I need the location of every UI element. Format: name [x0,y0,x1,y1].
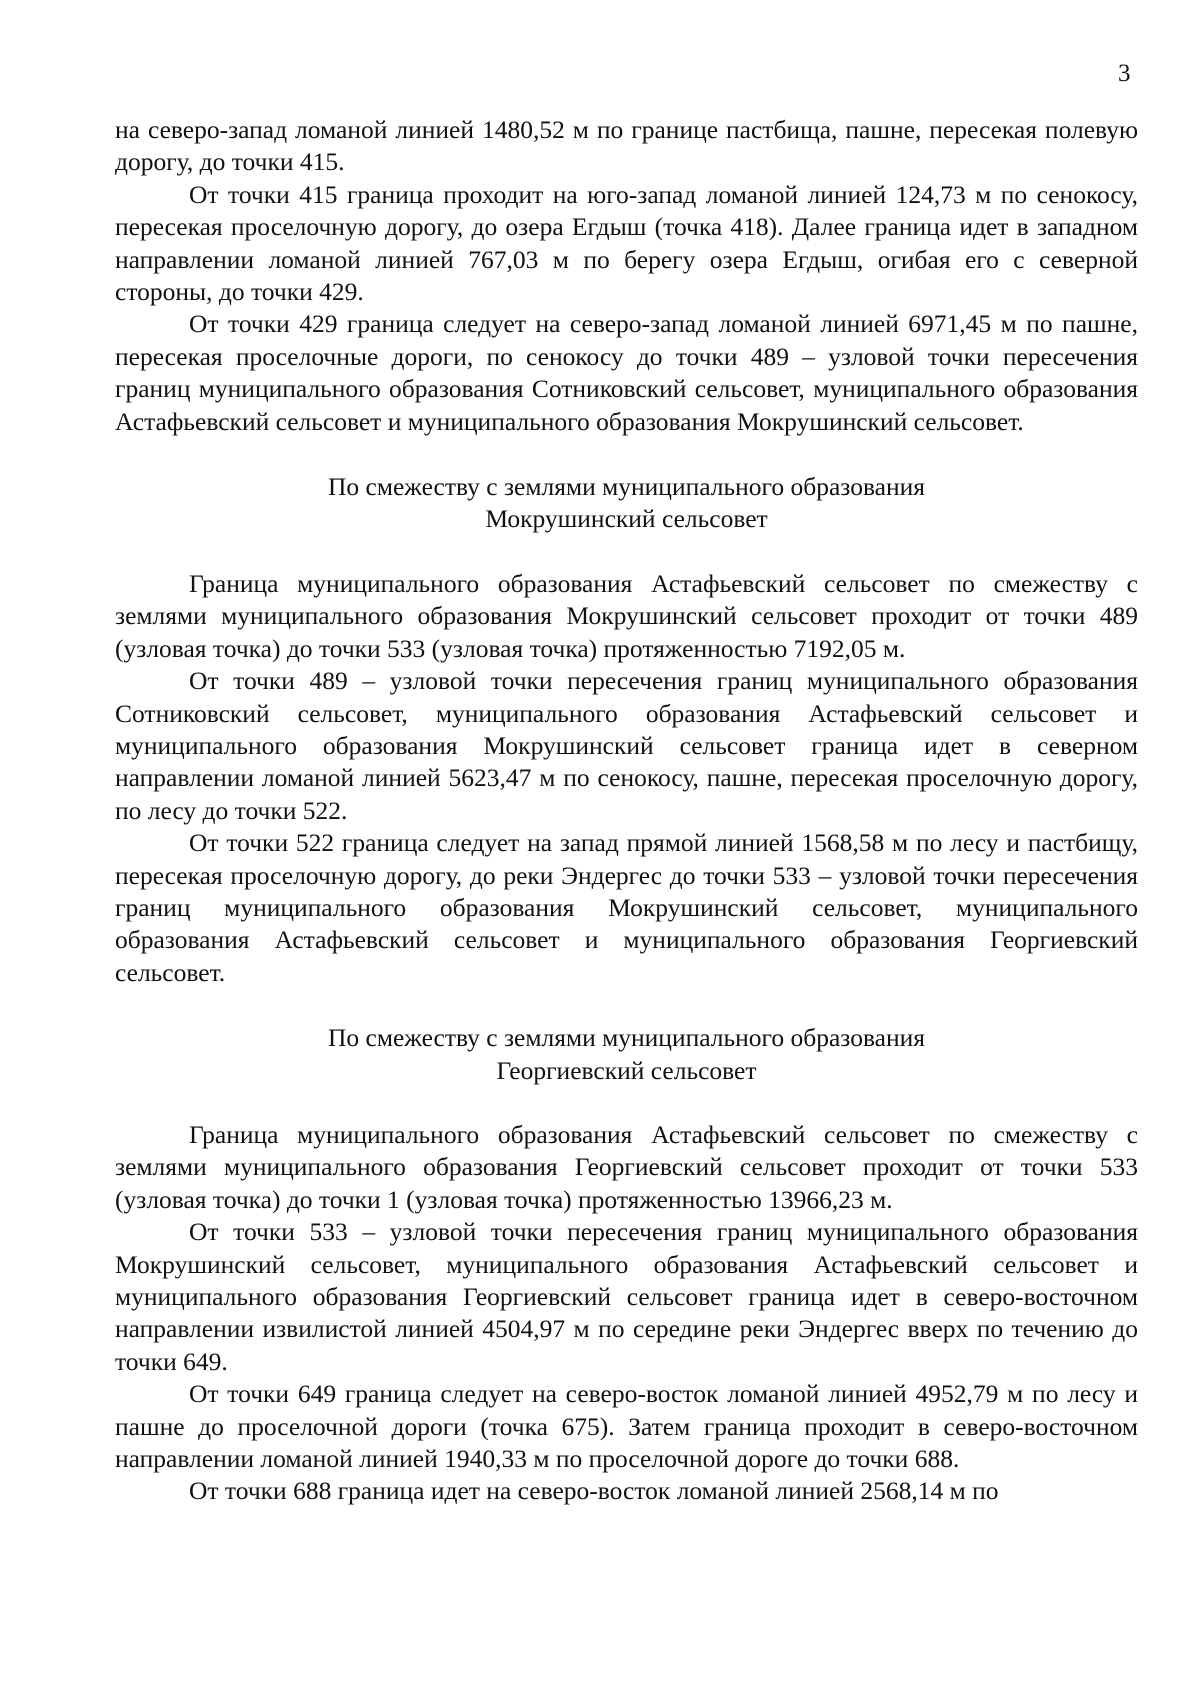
paragraph-point-688: От точки 688 граница идет на северо-восток ломаной линией 2568,14 м по [189,1476,999,1506]
section-heading-mokrushinsky [115,471,1138,536]
paragraph-georgievsky-summary: Граница муниципального образования Астафьевский сельсовет по смежеству с землями муниципального образования Георгиевский сельсовет проходит от точки 533 (узловая точка) до точки 1 (узловая точка) протяженностью 13966,23 м. [115,1119,1138,1214]
paragraph-point-415: От точки 415 граница проходит на юго-запад ломаной линией 124,73 м по сенокосу, пересекая проселочную дорогу, до озера Егдыш (точка 418). Далее граница идет в западном направлении ломаной линией 767,03 м по берегу озера Егдыш, огибая его с северной стороны, до точки 429. [115,179,1138,307]
section-heading-line: Мокрушинский сельсовет [485,504,768,534]
section-heading-line: По смежеству с землями муниципального образования [327,472,925,502]
paragraph-point-533: От точки 533 – узловой точки пересечения границ муниципального образования Мокрушинский сельсовет, муниципального образования Астафьевский сельсовет и муниципального образования Георгиевский сельсовет граница идет в северо-восточном направлении извилистой линией 4504,97 м по середине реки Эндергес вверх по течению до точки 649. [115,1217,1138,1376]
paragraph-point-522: От точки 522 граница следует на запад прямой линией 1568,58 м по лесу и пастбищу, пересекая проселочную дорогу, до реки Эндергес до точки 533 – узловой точки пересечения границ муниципального образования Мокрушинский сельсовет, муниципального образования Астафьевский сельсовет и муниципального образования Георгиевский сельсовет. [115,828,1138,987]
document-body [115,114,1138,1508]
paragraph-point-429: От точки 429 граница следует на северо-запад ломаной линией 6971,45 м по пашне, пересекая проселочные дороги, по сенокосу до точки 489 – узловой точки пересечения границ муниципального образования Сотниковский сельсовет, муниципального образования Астафьевский сельсовет и муниципального образования Мокрушинский сельсовет. [115,309,1138,436]
paragraph-point-649: От точки 649 граница следует на северо-восток ломаной линией 4952,79 м по лесу и пашне до проселочной дороги (точка 675). Затем граница проходит в северо-восточном направлении ломаной линией 1940,33 м по проселочной дороге до точки 688. [115,1379,1138,1474]
page-number: 3 [1118,60,1131,87]
section-heading-line: Георгиевский сельсовет [496,1055,757,1085]
section-heading-georgievsky [115,1022,1138,1087]
paragraph-mokrushinsky-summary: Граница муниципального образования Астафьевский сельсовет по смежеству с землями муниципального образования Мокрушинский сельсовет проходит от точки 489 (узловая точка) до точки 533 (узловая точка) протяженностью 7192,05 м. [115,568,1138,663]
section-heading-line: По смежеству с землями муниципального образования [327,1023,925,1053]
paragraph-point-489: От точки 489 – узловой точки пересечения границ муниципального образования Сотниковский сельсовет, муниципального образования Астафьевский сельсовет и муниципального образования Мокрушинский сельсовет граница идет в северном направлении ломаной линией 5623,47 м по сенокосу, пашне, пересекая проселочную дорогу, по лесу до точки 522. [115,666,1138,825]
paragraph-continuation: на северо-запад ломаной линией 1480,52 м по границе пастбища, пашне, пересекая полевую дорогу, до точки 415. [115,115,1138,177]
